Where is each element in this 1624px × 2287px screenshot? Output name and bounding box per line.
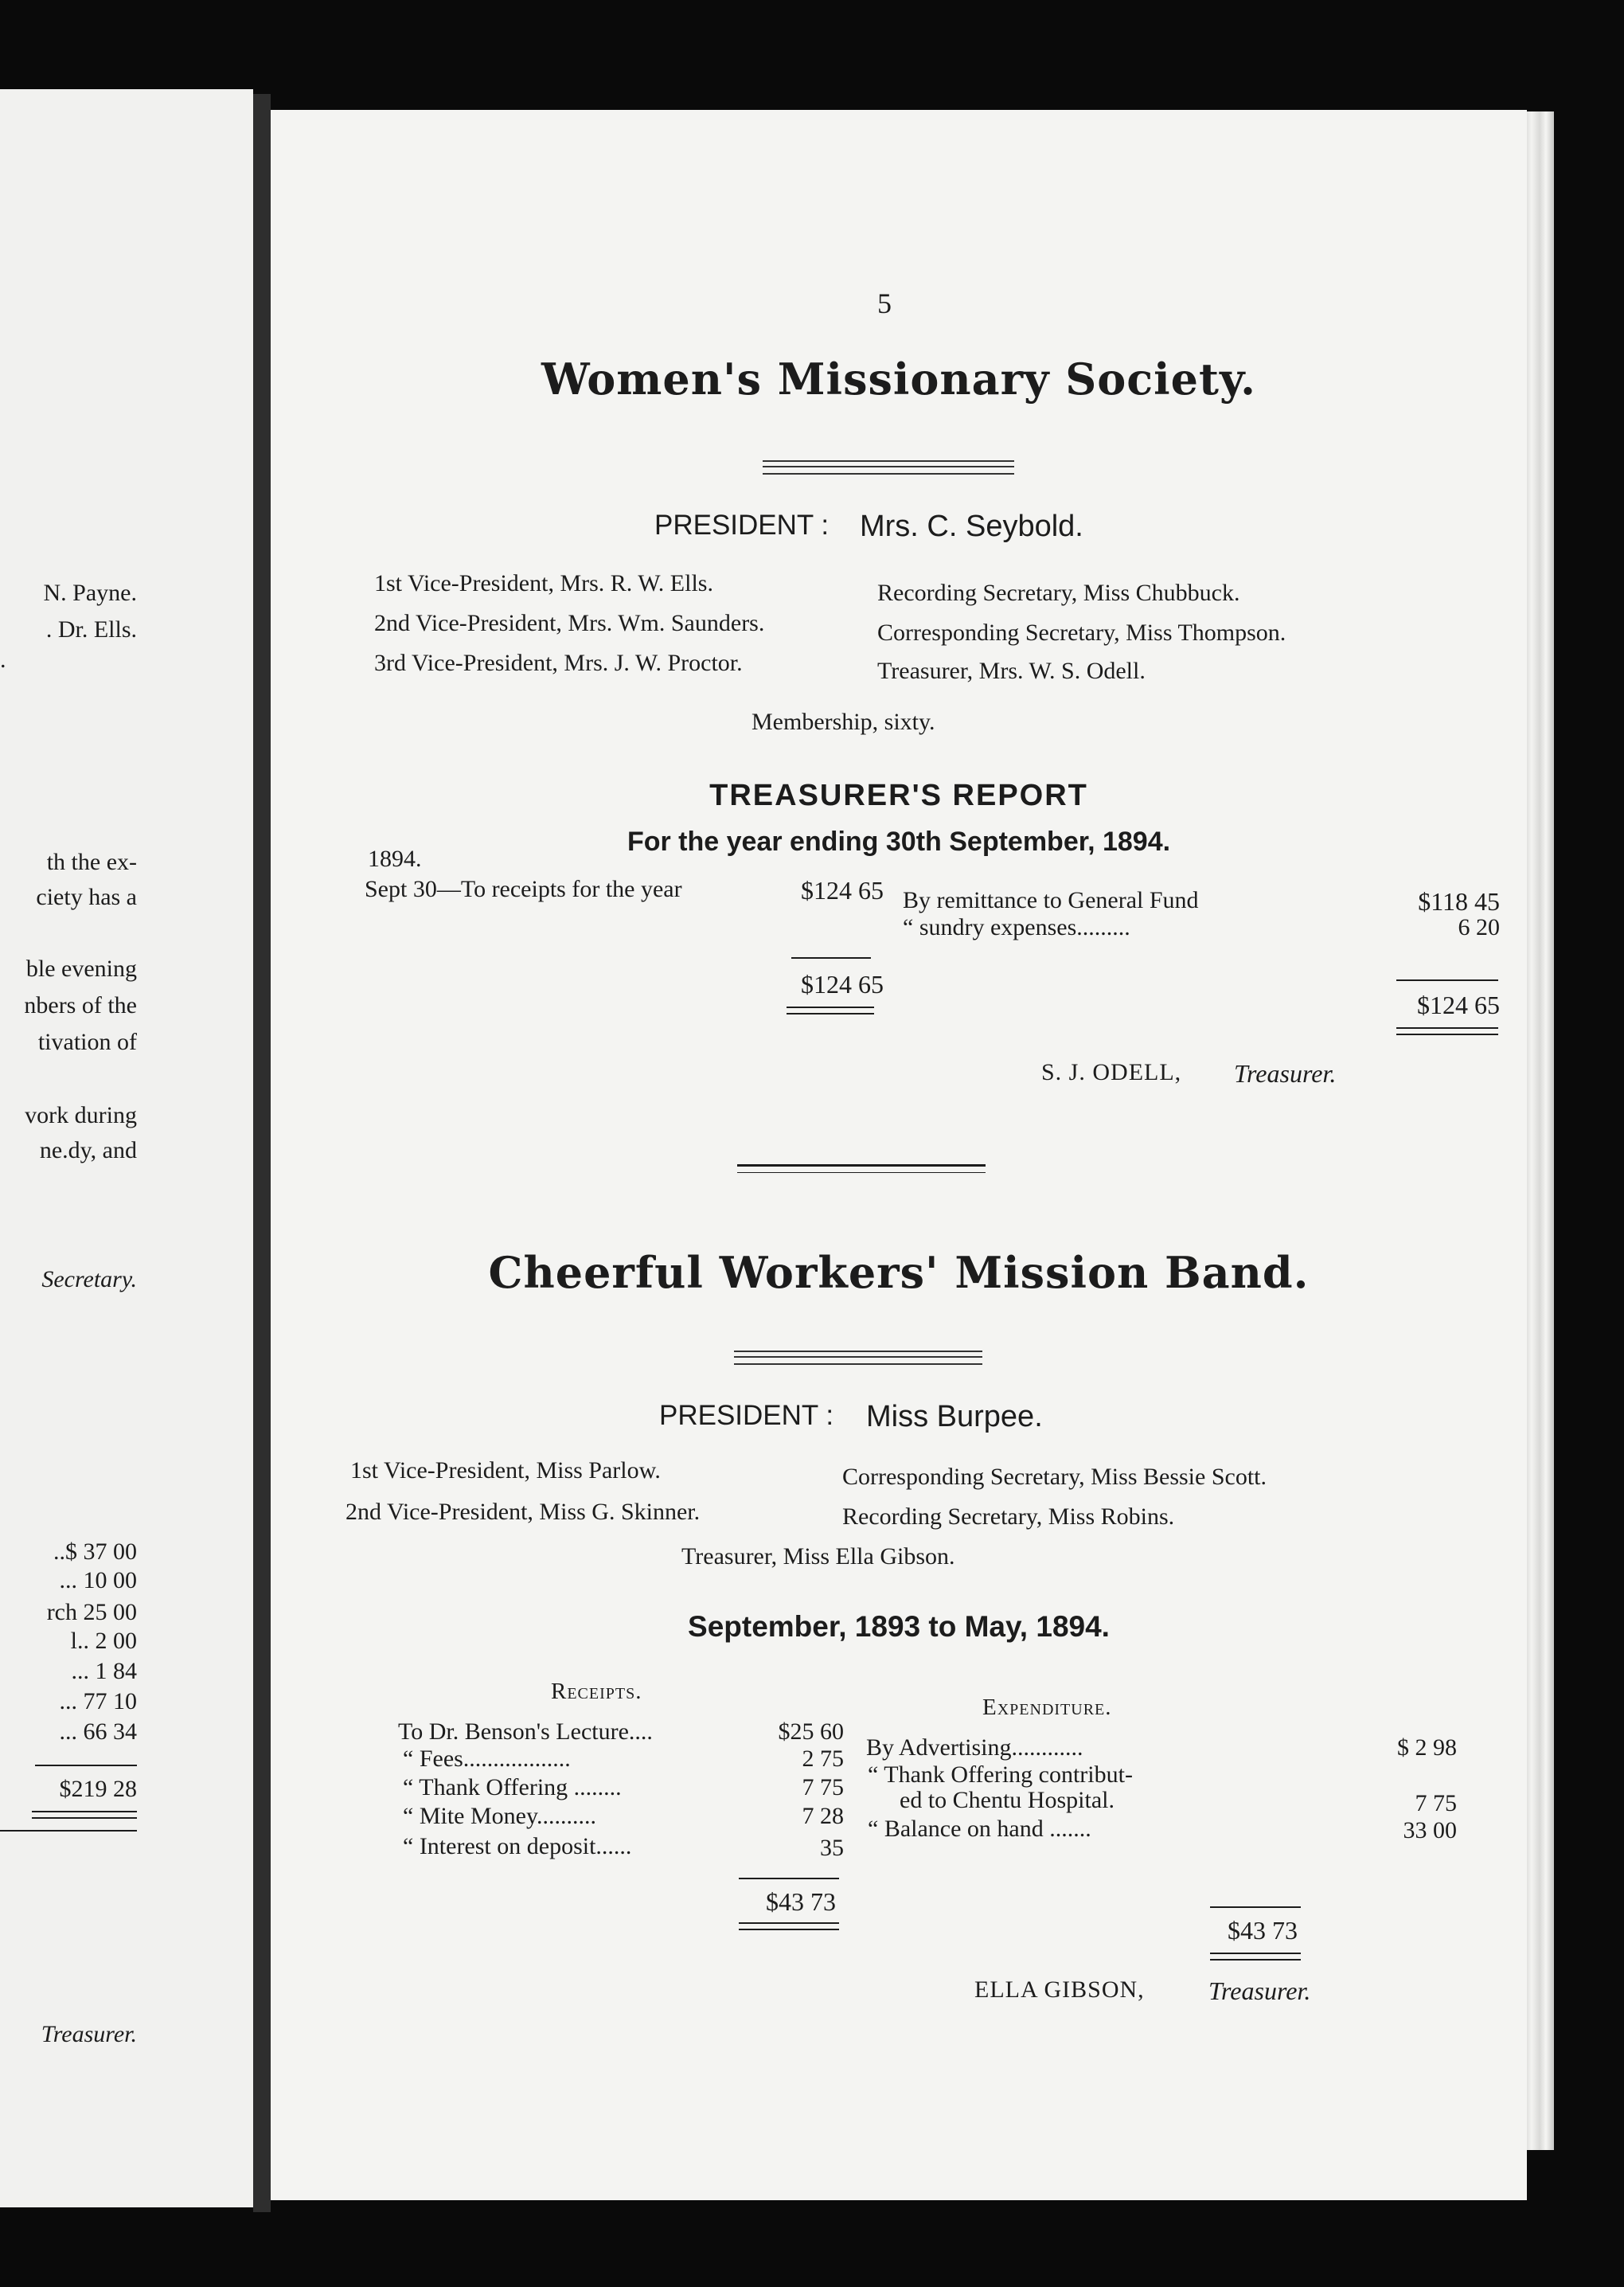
rule [739, 1929, 839, 1930]
wms-officer: 1st Vice-President, Mrs. R. W. Ells. [374, 570, 713, 596]
receipts-amount: $124 65 [801, 876, 884, 905]
rule [35, 1765, 137, 1766]
expenditure-heading: Expenditure. [982, 1695, 1112, 1720]
cwmb-signature-role: Treasurer. [1208, 1976, 1311, 2005]
cwmb-period: September, 1893 to May, 1894. [688, 1610, 1110, 1643]
report-title: TREASURER'S REPORT [709, 779, 1088, 812]
left-amount: ... 1 84 [71, 1658, 137, 1684]
wms-president-label: PRESIDENT : [654, 510, 830, 541]
receipt-amount: 7 75 [802, 1774, 844, 1800]
rule [1210, 1959, 1301, 1961]
rule [0, 1830, 137, 1832]
receipts-line: Sept 30—To receipts for the year [365, 876, 682, 902]
cwmb-signature-name: ELLA GIBSON, [974, 1976, 1145, 2003]
wms-signature-name: S. J. ODELL, [1041, 1059, 1182, 1085]
report-subtitle: For the year ending 30th September, 1894. [627, 827, 1171, 857]
receipt-amount: 2 75 [802, 1746, 844, 1772]
cwmb-officer: 2nd Vice-President, Miss G. Skinner. [345, 1499, 701, 1525]
receipts-total: $43 73 [766, 1887, 836, 1916]
report-year: 1894. [368, 846, 422, 872]
expenditure-amount: $ 2 98 [1397, 1734, 1457, 1761]
wms-membership: Membership, sixty. [751, 709, 935, 735]
rule [1210, 1953, 1301, 1954]
left-amount: l.. 2 00 [70, 1628, 137, 1654]
rule [1396, 1027, 1498, 1029]
wms-officer: Recording Secretary, Miss Chubbuck. [877, 580, 1240, 606]
receipt-amount: 35 [820, 1835, 844, 1861]
left-fragment: N. Payne. [43, 580, 137, 606]
right-page [271, 110, 1527, 2200]
left-amount: ... 77 10 [59, 1688, 137, 1714]
expenditure-label: By Advertising............ [866, 1734, 1083, 1761]
book-spine [253, 94, 271, 2212]
left-amount: ... 66 34 [59, 1718, 137, 1745]
left-amount: rch 25 00 [46, 1599, 137, 1625]
wms-officer: 2nd Vice-President, Mrs. Wm. Saunders. [374, 610, 765, 636]
rule [32, 1817, 137, 1819]
page-number: 5 [877, 287, 892, 319]
expenditure-amount: 33 00 [1403, 1817, 1457, 1843]
expenditure-amount: 7 75 [1415, 1790, 1457, 1816]
wms-title: Women's Missionary Society. [541, 354, 1256, 405]
rule [1210, 1906, 1301, 1908]
cwmb-officer: 1st Vice-President, Miss Parlow. [350, 1457, 661, 1484]
left-fragment: . [0, 647, 6, 673]
rule [787, 1007, 874, 1008]
receipt-label: “ Fees.................. [403, 1746, 571, 1772]
receipt-label: “ Interest on deposit...... [403, 1833, 632, 1859]
expend-total: $124 65 [1417, 991, 1500, 1019]
receipt-label: “ Thank Offering ........ [403, 1774, 622, 1800]
rule [1396, 979, 1498, 981]
wms-officer: Corresponding Secretary, Miss Thompson. [877, 620, 1286, 646]
receipt-label: “ Mite Money.......... [403, 1803, 597, 1829]
wms-officer: Treasurer, Mrs. W. S. Odell. [877, 658, 1146, 684]
left-fragment: th the ex- [46, 849, 137, 875]
rule [32, 1811, 137, 1812]
receipt-label: To Dr. Benson's Lecture.... [398, 1718, 653, 1745]
rule [1396, 1034, 1498, 1035]
left-fragment: . Dr. Ells. [45, 616, 137, 643]
rule [787, 1013, 874, 1014]
cwmb-title: Cheerful Workers' Mission Band. [488, 1247, 1310, 1298]
rule [739, 1922, 839, 1924]
remit-line: By remittance to General Fund [903, 887, 1199, 913]
left-fragment: ne.dy, and [39, 1137, 137, 1163]
left-amount: ..$ 37 00 [53, 1538, 137, 1565]
left-fragment: vork during [25, 1102, 137, 1128]
receipts-heading: Receipts. [551, 1679, 642, 1704]
left-fragment: ble evening [25, 956, 137, 982]
section-divider [737, 1172, 986, 1173]
expenditure-label: ed to Chentu Hospital. [900, 1787, 1115, 1813]
wms-officer: 3rd Vice-President, Mrs. J. W. Proctor. [374, 650, 743, 676]
sundry-amount: 6 20 [1458, 914, 1500, 940]
receipt-amount: $25 60 [778, 1718, 844, 1745]
left-page [0, 89, 253, 2207]
wms-president-name: Mrs. C. Seybold. [860, 510, 1083, 543]
left-fragment: Secretary. [41, 1266, 137, 1292]
left-amount: ... 10 00 [59, 1567, 137, 1593]
expenditure-label: “ Thank Offering contribut- [868, 1761, 1133, 1788]
rule [791, 957, 871, 959]
page-edges [1522, 111, 1554, 2150]
receipt-amount: 7 28 [802, 1803, 844, 1829]
left-fragment: tivation of [37, 1029, 137, 1055]
left-fragment: nbers of the [24, 992, 137, 1018]
ornamental-rule [734, 1351, 982, 1365]
wms-signature-role: Treasurer. [1234, 1059, 1337, 1088]
rule [739, 1878, 839, 1879]
expenditure-total: $43 73 [1228, 1916, 1298, 1945]
left-total: $219 28 [59, 1776, 137, 1802]
left-treasurer: Treasurer. [41, 2021, 137, 2047]
cwmb-officer: Recording Secretary, Miss Robins. [842, 1503, 1175, 1530]
receipts-total: $124 65 [801, 970, 884, 999]
cwmb-treasurer: Treasurer, Miss Ella Gibson. [681, 1543, 955, 1570]
ornamental-rule [763, 460, 1014, 475]
sundry-line: “ sundry expenses......... [903, 914, 1130, 940]
cwmb-officer: Corresponding Secretary, Miss Bessie Scott. [842, 1464, 1267, 1490]
left-fragment: ciety has a [36, 884, 137, 910]
cwmb-president-label: PRESIDENT : [659, 1400, 834, 1431]
remit-amount: $118 45 [1418, 887, 1500, 916]
section-divider [737, 1164, 986, 1167]
cwmb-president-name: Miss Burpee. [866, 1400, 1043, 1433]
expenditure-label: “ Balance on hand ....... [868, 1816, 1091, 1842]
